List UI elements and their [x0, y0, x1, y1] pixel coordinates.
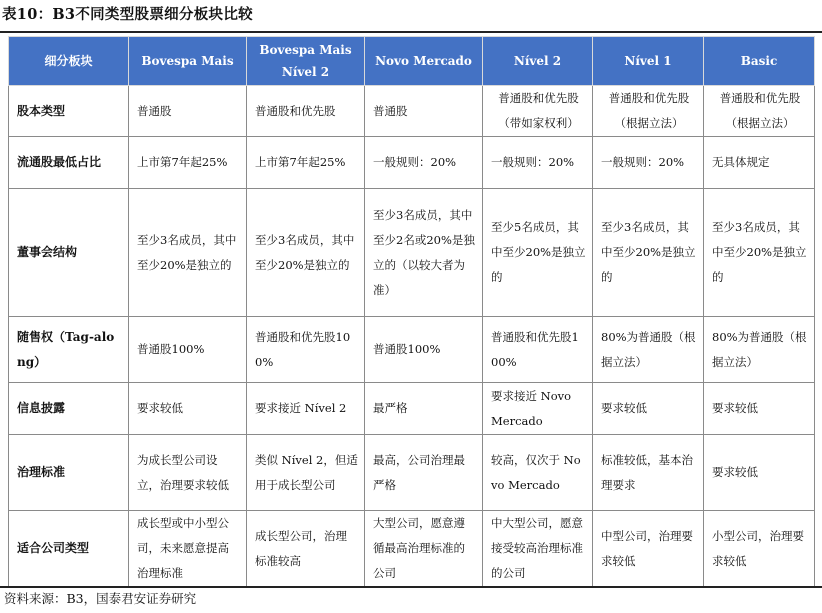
table-cell: 为成长型公司设立，治理要求较低: [129, 435, 247, 511]
table-cell: 普通股100%: [365, 317, 483, 383]
top-rule: [0, 31, 822, 33]
table-row: [9, 317, 815, 383]
table-row: [9, 435, 815, 511]
header-cell: Bovespa Mais Nível 2: [247, 37, 365, 86]
row-header: 适合公司类型: [9, 511, 129, 587]
table-cell: 至少5名成员，其中至少20%是独立的: [483, 189, 593, 317]
table-cell: 至少3名成员，其中至少20%是独立的: [247, 189, 365, 317]
table-cell: 至少3名成员，其中至少20%是独立的: [704, 189, 815, 317]
table-row: [9, 189, 815, 317]
table-cell: 成长型或中小型公司，未来愿意提高治理标准: [129, 511, 247, 587]
row-header: 治理标准: [9, 435, 129, 511]
table-cell: 80%为普通股（根据立法）: [704, 317, 815, 383]
table-cell: 最高，公司治理最严格: [365, 435, 483, 511]
source-note: 资料来源：B3，国泰君安证券研究: [4, 591, 197, 606]
table-cell: 普通股: [129, 86, 247, 137]
table-cell: 要求较低: [704, 435, 815, 511]
table-row: [9, 511, 815, 587]
table-cell: 大型公司，愿意遵循最高治理标准的公司: [365, 511, 483, 587]
table-row: [9, 137, 815, 189]
table-cell: 较高，仅次于 Novo Mercado: [483, 435, 593, 511]
row-header: 股本类型: [9, 86, 129, 137]
table-cell: 无具体规定: [704, 137, 815, 189]
row-header: 信息披露: [9, 383, 129, 435]
table-row: [9, 383, 815, 435]
table-cell: 类似 Nível 2，但适用于成长型公司: [247, 435, 365, 511]
table-cell: 至少3名成员，其中至少20%是独立的: [593, 189, 704, 317]
header-cell: Bovespa Mais: [129, 37, 247, 86]
table-cell: 最严格: [365, 383, 483, 435]
header-cell: Nível 1: [593, 37, 704, 86]
table-cell: 普通股和优先股（带如家权利）: [483, 86, 593, 137]
table-cell: 中型公司，治理要求较低: [593, 511, 704, 587]
table-cell: 小型公司，治理要求较低: [704, 511, 815, 587]
table-cell: 至少3名成员，其中至少20%是独立的: [129, 189, 247, 317]
header-cell: 细分板块: [9, 37, 129, 86]
table-cell: 一般规则：20%: [483, 137, 593, 189]
table-cell: 一般规则：20%: [593, 137, 704, 189]
table-cell: 标准较低，基本治理要求: [593, 435, 704, 511]
header-row: [9, 37, 815, 86]
row-header: 流通股最低占比: [9, 137, 129, 189]
table-cell: 要求较低: [704, 383, 815, 435]
table-cell: 要求接近 Novo Mercado: [483, 383, 593, 435]
table-cell: 普通股和优先股（根据立法）: [593, 86, 704, 137]
table-cell: 普通股: [365, 86, 483, 137]
table-row: [9, 86, 815, 137]
table-cell: 80%为普通股（根据立法）: [593, 317, 704, 383]
table-cell: 要求较低: [593, 383, 704, 435]
header-cell: Nível 2: [483, 37, 593, 86]
table-cell: 一般规则：20%: [365, 137, 483, 189]
row-header: 随售权（Tag-along）: [9, 317, 129, 383]
table-cell: 普通股和优先股100%: [247, 317, 365, 383]
table-cell: 普通股和优先股100%: [483, 317, 593, 383]
table-cell: 要求较低: [129, 383, 247, 435]
table-cell: 上市第7年起25%: [247, 137, 365, 189]
row-header: 董事会结构: [9, 189, 129, 317]
table-cell: 普通股100%: [129, 317, 247, 383]
table-cell: 普通股和优先股: [247, 86, 365, 137]
comparison-table: [8, 36, 815, 587]
table-cell: 普通股和优先股（根据立法）: [704, 86, 815, 137]
header-cell: Basic: [704, 37, 815, 86]
table-cell: 要求接近 Nível 2: [247, 383, 365, 435]
table-cell: 至少3名成员，其中至少2名或20%是独立的（以较大者为准）: [365, 189, 483, 317]
table-cell: 成长型公司，治理标准较高: [247, 511, 365, 587]
table-title: 表10：B3不同类型股票细分板块比较: [2, 6, 253, 23]
table-cell: 中大型公司，愿意接受较高治理标准的公司: [483, 511, 593, 587]
table-cell: 上市第7年起25%: [129, 137, 247, 189]
header-cell: Novo Mercado: [365, 37, 483, 86]
